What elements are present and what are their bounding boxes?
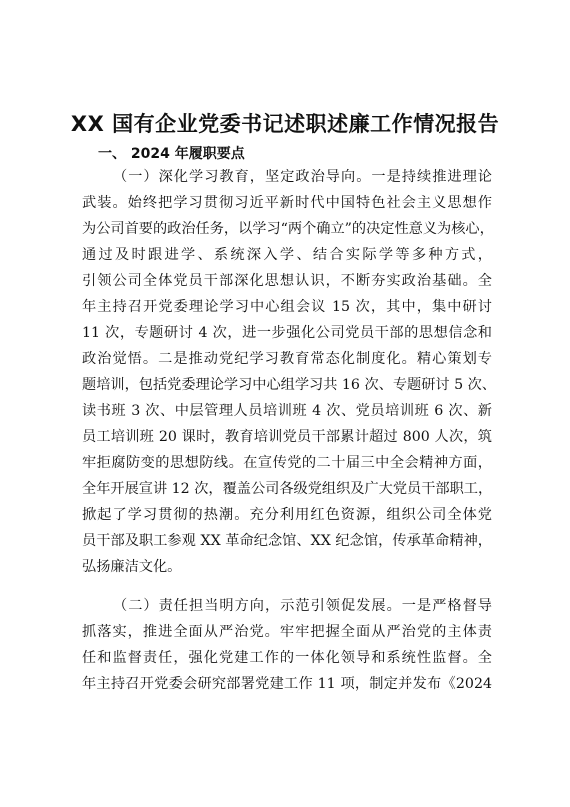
paragraph-line: 年主持召开党委理论学习中心组会议 15 次，其中，集中研讨 [82, 299, 492, 315]
paragraph-line: 牢拒腐防变的思想防线。在宣传党的二十届三中全会精神方面， [82, 455, 492, 471]
paragraph-line: 抓落实，推进全面从严治党。牢牢把握全面从严治党的主体责 [82, 624, 492, 640]
paragraph-line: （一）深化学习教育，坚定政治导向。一是持续推进理论 [113, 169, 492, 185]
paragraph-line: 读书班 3 次、中层管理人员培训班 4 次、党员培训班 6 次、新 [82, 403, 492, 419]
paragraph-2 [82, 593, 492, 697]
paragraph-line: （二）责任担当明方向，示范引领促发展。一是严格督导 [113, 598, 492, 614]
paragraph-line: 题培训，包括党委理论学习中心组学习共 16 次、专题研讨 5 次、 [82, 377, 496, 393]
paragraph-line: 为公司首要的政治任务，以学习“两个确立”的决定性意义为核心， [82, 221, 494, 237]
paragraph-line: 全年开展宣讲 12 次，覆盖公司各级党组织及广大党员干部职工， [82, 481, 493, 497]
paragraph-line: 11 次，专题研讨 4 次，进一步强化公司党员干部的思想信念和 [82, 325, 492, 341]
paragraph-line: 年主持召开党委会研究部署党建工作 11 项，制定并发布《2024 [82, 676, 492, 692]
paragraph-line: 掀起了学习贯彻的热潮。充分利用红色资源，组织公司全体党 [82, 507, 492, 523]
paragraph-line: 政治觉悟。二是推动党纪学习教育常态化制度化。精心策划专 [82, 351, 492, 367]
section-heading: 一、 2024 年履职要点 [98, 146, 245, 162]
paragraph-line: 武装。始终把学习贯彻习近平新时代中国特色社会主义思想作 [82, 195, 492, 211]
paragraph-line: 弘扬廉洁文化。 [82, 559, 182, 575]
paragraph-line: 引领公司全体党员干部深化思想认识，不断夯实政治基础。全 [82, 273, 492, 289]
paragraph-line: 任和监督责任，强化党建工作的一体化领导和系统性监督。全 [82, 650, 492, 666]
paragraph-1 [82, 164, 496, 580]
paragraph-line: 员干部及职工参观 XX 革命纪念馆、XX 纪念馆，传承革命精神， [82, 533, 492, 549]
paragraph-line: 通过及时跟进学、系统深入学、结合实际学等多种方式， [82, 247, 492, 263]
paragraph-line: 员工培训班 20 课时，教育培训党员干部累计超过 800 人次，筑 [82, 429, 492, 445]
document-title: XX 国有企业党委书记述职述廉工作情况报告 [70, 112, 500, 136]
